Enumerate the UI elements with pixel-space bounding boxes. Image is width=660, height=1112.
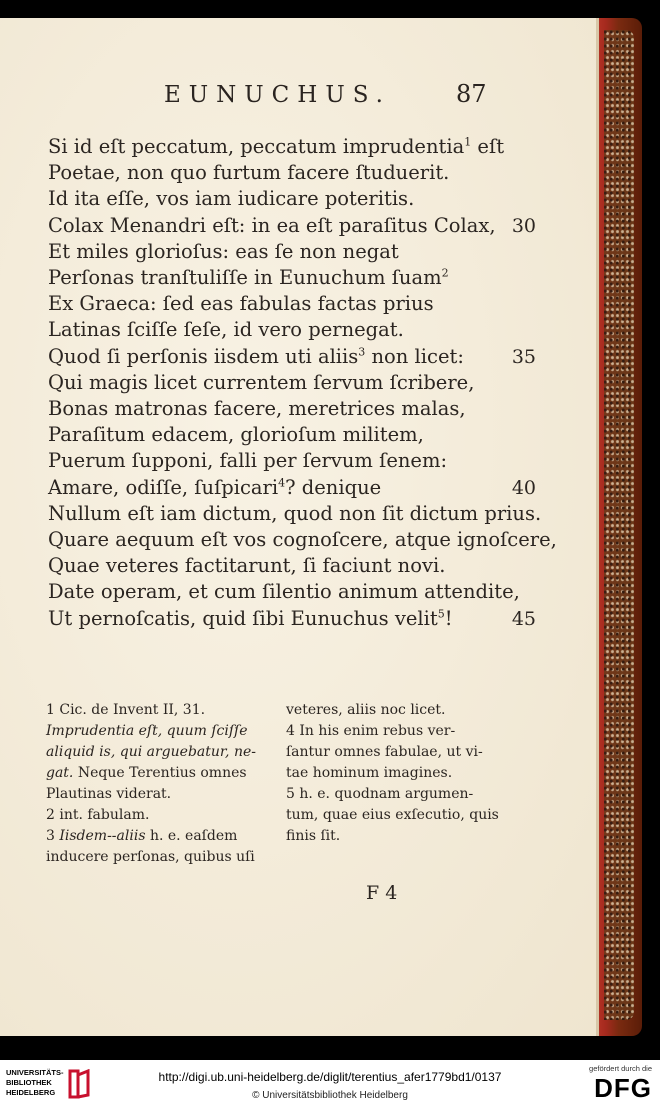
footnote-marker: 5	[437, 607, 445, 621]
footnote-marker: 1	[464, 135, 472, 149]
verse-text: Ex Graeca: ſed eas fabulas factas prius	[48, 292, 434, 316]
verse-text: Quae veteres factitarunt, ſi faciunt novi.	[48, 554, 446, 578]
footnote-line	[286, 805, 526, 826]
footnote-text: Neque Terentius omnes	[73, 765, 247, 781]
verse-text: Latinas ſciſſe ſeſe, id vero pernegat.	[48, 318, 404, 342]
running-head	[0, 80, 596, 120]
footnote-line	[286, 700, 526, 721]
verse-text: Ut pernoſcatis, quid ſibi Eunuchus velit	[48, 606, 438, 630]
footnote-marker: 4	[278, 476, 286, 490]
verse-text: Colax Menandri eſt: in ea eſt paraſitus Colax,	[48, 213, 496, 237]
book-page	[0, 18, 599, 1036]
footnote-line	[46, 784, 266, 805]
verse-text: Quare aequum eſt vos cognoſcere, atque ignoſcere,	[48, 528, 557, 551]
footnote-marker: 3	[358, 345, 366, 359]
footnote-text: Plautinas viderat.	[46, 786, 172, 802]
footnote-text: Imprudentia eſt, quum ſciſſe	[46, 723, 248, 739]
footnote-text: finis ſit.	[286, 828, 341, 844]
footnote-line	[46, 847, 266, 868]
footnote-line	[286, 826, 526, 847]
footer-bar	[0, 1060, 660, 1112]
dfg-logo-block	[562, 1064, 652, 1103]
verse-text-tail: eſt	[471, 135, 505, 158]
footnote-line	[46, 742, 266, 763]
footnote-line	[286, 721, 526, 742]
logo-line: BIBLIOTHEK	[6, 1078, 52, 1087]
footnote-text: ſantur omnes fabulae, ut vi-	[286, 744, 483, 760]
verse-text: Bonas matronas facere, meretrices malas,	[48, 397, 466, 420]
verse-line	[48, 604, 536, 634]
line-number: 35	[511, 345, 536, 368]
footnote-text: tum, quae eius exſecutio, quis	[286, 807, 499, 823]
verse-text: Paraſitum edacem, glorioſum militem,	[48, 423, 424, 447]
verse-text: Qui magis licet currentem ſervum ſcribere,	[48, 370, 475, 394]
library-logo-icon	[66, 1069, 90, 1099]
copyright-text: © Universitätsbibliothek Heidelberg	[252, 1090, 408, 1101]
footnote-text: inducere perſonas, quibus uſi	[46, 849, 255, 865]
footnote-line	[46, 721, 266, 742]
verse-text-tail: non licet:	[365, 344, 464, 368]
verse-text: Si id eſt peccatum, peccatum imprudentia	[48, 135, 465, 158]
footnote-text: veteres, aliis noc licet.	[286, 702, 446, 718]
footnote-text: Iisdem--aliis	[59, 828, 146, 844]
line-number: 45	[511, 607, 536, 630]
footnote-line	[46, 763, 266, 784]
footnote-line	[46, 700, 266, 721]
footnote-text: 3	[46, 828, 60, 844]
line-number: 40	[511, 476, 536, 499]
verse-text: Poetae, non quo furtum facere ſtuduerit.	[48, 161, 450, 185]
logo-line: HEIDELBERG	[6, 1088, 56, 1097]
verse-text: Nullum eſt iam dictum, quod non ſit dictum prius.	[48, 501, 542, 525]
signature-mark: F 4	[366, 882, 398, 904]
marbled-cover	[604, 30, 634, 1020]
verse-text-tail: ? denique	[285, 475, 382, 499]
footnote-text: h. e. eaſdem	[145, 828, 238, 844]
logo-line: UNIVERSITÄTS-	[6, 1068, 64, 1077]
dfg-logo: DFG	[594, 1073, 652, 1103]
footnote-text: 1 Cic. de Invent II, 31.	[46, 702, 206, 718]
footnote-text: 2 int. fabulam.	[46, 807, 150, 823]
verse-text-tail: !	[444, 606, 453, 630]
funded-by-text: gefördert durch die	[589, 1064, 652, 1073]
footnote-text: 5 h. e. quodnam argumen-	[286, 786, 474, 802]
verse-text: Puerum ſupponi, falli per ſervum ſenem:	[48, 449, 448, 473]
verse-text: Amare, odiſſe, ſuſpicari	[48, 475, 279, 499]
footnote-text: aliquid is, qui arguebatur, ne-	[46, 744, 256, 760]
running-title: EUNUCHUS.	[164, 82, 391, 108]
footnote-text: 4 In his enim rebus ver-	[286, 723, 456, 739]
verse-text: Perſonas tranſtuliſſe in Eunuchum ſuam	[48, 266, 442, 289]
verse-text: Id ita eſſe, vos iam iudicare poteritis.	[48, 187, 415, 211]
footnote-text: tae hominum imagines.	[286, 765, 453, 781]
footnote-line	[286, 763, 526, 784]
footnote-line	[46, 805, 266, 826]
footnote-line	[46, 826, 266, 847]
line-number: 30	[511, 214, 536, 237]
footnote-line	[286, 742, 526, 763]
footnote-text: gat.	[46, 765, 74, 781]
verse-text: Date operam, et cum ſilentio animum attendite,	[48, 580, 520, 604]
footnotes-left-column	[46, 700, 266, 868]
footnote-line	[286, 784, 526, 805]
source-url-link[interactable]: http://digi.ub.uni-heidelberg.de/diglit/terentius_afer1779bd1/0137	[158, 1070, 502, 1084]
verse-text: Et miles glorioſus: eas ſe non negat	[48, 239, 399, 263]
footnote-marker: 2	[441, 266, 449, 280]
page-number: 87	[456, 80, 487, 108]
footnotes-right-column	[286, 700, 526, 847]
verse-text: Quod ſi perſonis iisdem uti aliis	[48, 344, 359, 368]
